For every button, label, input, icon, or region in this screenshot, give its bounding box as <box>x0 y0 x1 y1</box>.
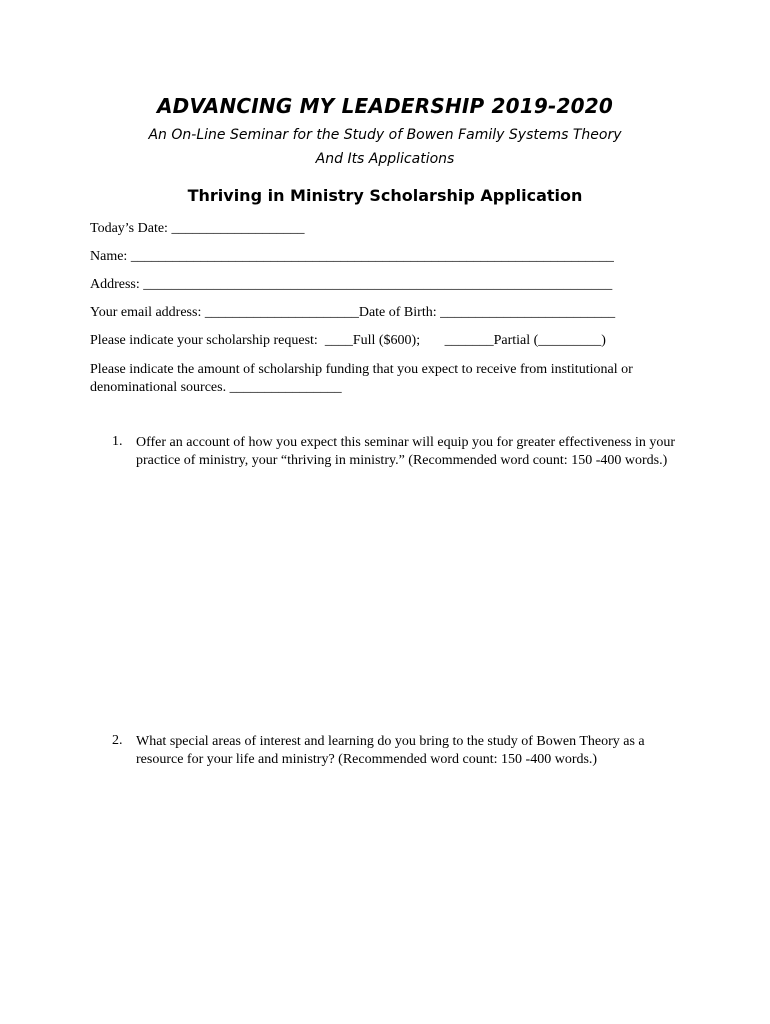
question-2-number: 2. <box>112 733 123 748</box>
todays-date-field: Today’s Date: ___________________ <box>90 221 305 236</box>
question-1-text: Offer an account of how you expect this seminar will equip you for greater effectiveness in your practice of ministry, your “thriving in ministry.” (Recommended word count: 150 -400 words.) <box>136 435 676 468</box>
address-field: Address: ___________________________________________________________________ <box>90 277 613 292</box>
document-subtitle: An On-Line Seminar for the Study of Bowen Family Systems Theory <box>148 127 622 143</box>
document-title: ADVANCING MY LEADERSHIP 2019-2020 <box>157 94 613 118</box>
scholarship-request-field: Please indicate your scholarship request: ____Full ($600); _______Partial (_________) <box>90 333 606 348</box>
form-heading: Thriving in Ministry Scholarship Application <box>187 186 583 205</box>
funding-field: Please indicate the amount of scholarship funding that you expect to receive from institutional or denominational sources. ________________ <box>90 362 633 395</box>
email-dob-field: Your email address: ______________________Date of Birth: _________________________ <box>90 305 616 320</box>
question-1-number: 1. <box>112 434 123 449</box>
document-subtitle-continued: And Its Applications <box>315 151 455 167</box>
question-2-text: What special areas of interest and learning do you bring to the study of Bowen Theory as a resource for your life and ministry? (Recommended word count: 150 -400 words.) <box>136 734 645 767</box>
name-field: Name: _____________________________________________________________________ <box>90 249 614 264</box>
